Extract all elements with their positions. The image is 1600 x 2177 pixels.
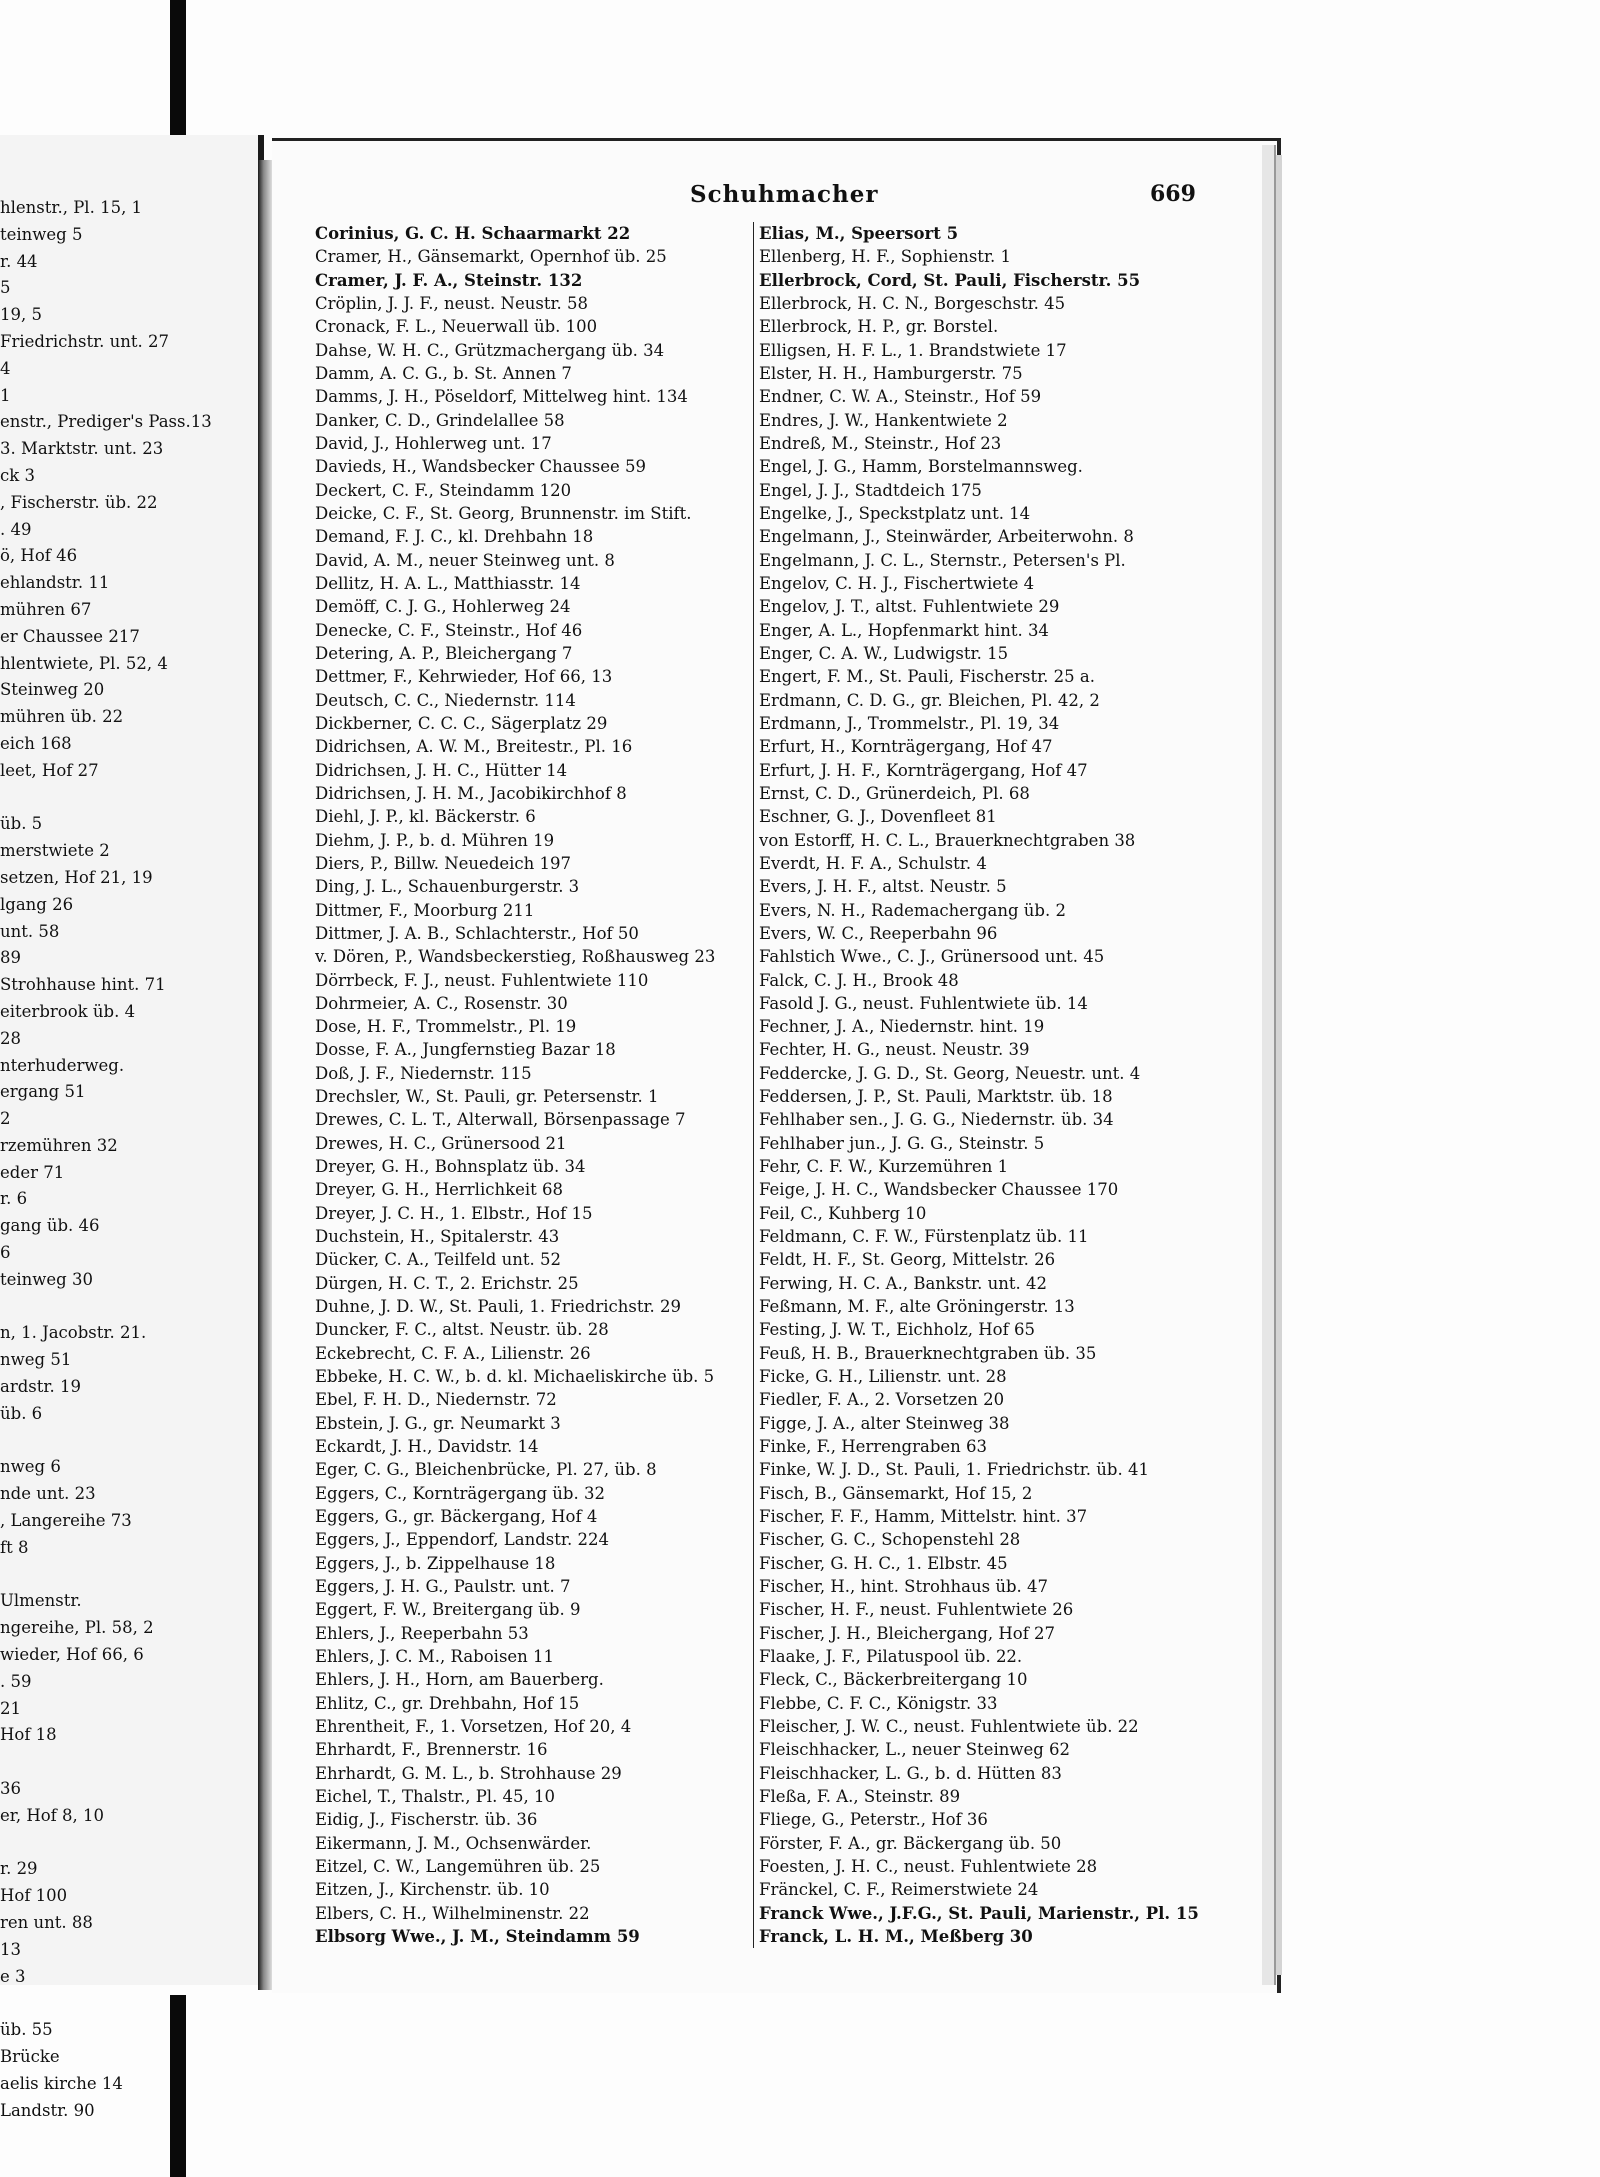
directory-entry: Eitzel, C. W., Langemühren üb. 25 [315,1856,601,1876]
book-spine [258,160,272,1990]
left-page-line: rzemühren 32 [0,1135,118,1155]
directory-entry: Dettmer, F., Kehrwieder, Hof 66, 13 [315,667,613,687]
gutter-bar-top [170,0,186,152]
directory-entry: Feldmann, C. F. W., Fürstenplatz üb. 11 [759,1227,1089,1247]
directory-entry: Detering, A. P., Bleichergang 7 [315,643,573,663]
directory-entry: Cramer, J. F. A., Steinstr. 132 [315,270,583,290]
left-page-line: 13 [0,1939,21,1959]
left-page-line: 1 [0,385,11,405]
left-page-line: Friedrichstr. unt. 27 [0,331,170,351]
directory-entry: Fleck, C., Bäckerbreitergang 10 [759,1670,1028,1690]
left-page-line: eder 71 [0,1162,65,1182]
left-page-text [0,195,255,2124]
directory-entry: Ehrentheit, F., 1. Vorsetzen, Hof 20, 4 [315,1717,632,1736]
directory-entry: Fliege, G., Peterstr., Hof 36 [759,1810,988,1830]
directory-entry: Ehlers, J. C. M., Raboisen 11 [315,1647,555,1667]
directory-entry: Ehrhardt, F., Brennerstr. 16 [315,1740,548,1760]
left-page-line: Landstr. 90 [0,2100,95,2120]
directory-entry: Fisch, B., Gänsemarkt, Hof 15, 2 [759,1483,1033,1503]
directory-entry: Elligsen, H. F. L., 1. Brandstwiete 17 [759,340,1067,360]
left-page-line: 3. Marktstr. unt. 23 [0,439,164,459]
directory-entry: Davieds, H., Wandsbecker Chaussee 59 [315,457,646,477]
left-page-line: mühren 67 [0,599,92,619]
directory-entry: Flebbe, C. F. C., Königstr. 33 [759,1693,998,1713]
directory-entry: Elbers, C. H., Wilhelminenstr. 22 [315,1903,590,1923]
directory-entry: Eggers, G., gr. Bäckergang, Hof 4 [315,1507,598,1527]
directory-entry: Endner, C. W. A., Steinstr., Hof 59 [759,387,1042,407]
directory-entry: Fehlhaber jun., J. G. G., Steinstr. 5 [759,1133,1045,1153]
directory-entry: Ernst, C. D., Grünerdeich, Pl. 68 [759,783,1030,803]
directory-entry: Fischer, G. H. C., 1. Elbstr. 45 [759,1553,1008,1573]
left-page-line: 6 [0,1243,11,1263]
left-page-line: . 49 [0,519,32,539]
directory-entry: Damm, A. C. G., b. St. Annen 7 [315,363,572,383]
directory-entry: Eger, C. G., Bleichenbrücke, Pl. 27, üb. 8 [315,1460,657,1480]
left-page-line: leet, Hof 27 [0,760,99,780]
directory-entry: Elster, H. H., Hamburgerstr. 75 [759,363,1023,383]
directory-entry: Dreyer, G. H., Bohnsplatz üb. 34 [315,1157,586,1177]
left-page-line [0,785,255,812]
directory-entry: Elias, M., Speersort 5 [759,224,959,243]
directory-entry: Eckebrecht, C. F. A., Lilienstr. 26 [315,1343,591,1363]
directory-entry: Ebstein, J. G., gr. Neumarkt 3 [315,1413,561,1433]
left-page-line: 2 [0,1109,11,1129]
left-page-line: nweg 6 [0,1457,61,1477]
directory-entry: Evers, N. H., Rademachergang üb. 2 [759,900,1066,920]
directory-entry: Festing, J. W. T., Eichholz, Hof 65 [759,1320,1035,1340]
directory-entry: Fischer, H. F., neust. Fuhlentwiete 26 [759,1600,1074,1620]
directory-entry: Dürgen, H. C. T., 2. Erichstr. 25 [315,1273,579,1293]
directory-entry: Drewes, C. L. T., Alterwall, Börsenpassage 7 [315,1110,686,1130]
left-page-line: hlentwiete, Pl. 52, 4 [0,653,168,673]
directory-entry: Ferwing, H. C. A., Bankstr. unt. 42 [759,1273,1047,1293]
left-page [0,135,264,2120]
left-page-line: , Fischerstr. üb. 22 [0,492,158,512]
left-page-line: eich 168 [0,733,72,753]
directory-entry: Everdt, H. F. A., Schulstr. 4 [759,853,987,873]
directory-entry: Demand, F. J. C., kl. Drehbahn 18 [315,527,594,547]
directory-entry: Diehl, J. P., kl. Bäckerstr. 6 [315,807,536,827]
directory-entry: Erfurt, H., Kornträgergang, Hof 47 [759,737,1053,757]
directory-entry: Fasold J. G., neust. Fuhlentwiete üb. 14 [759,993,1088,1013]
directory-entry: Dohrmeier, A. C., Rosenstr. 30 [315,993,568,1013]
directory-entry: Engert, F. M., St. Pauli, Fischerstr. 25 a. [759,667,1095,687]
directory-entry: Ehrhardt, G. M. L., b. Strohhause 29 [315,1763,622,1783]
left-page-line: Steinweg 20 [0,680,105,700]
directory-entry: Engelmann, J., Steinwärder, Arbeiterwohn. 8 [759,527,1134,547]
directory-entry: Evers, W. C., Reeperbahn 96 [759,923,998,943]
directory-entry: Ehlitz, C., gr. Drehbahn, Hof 15 [315,1693,580,1713]
directory-entry: Enger, A. L., Hopfenmarkt hint. 34 [759,620,1049,640]
directory-entry: Eggers, J., Eppendorf, Landstr. 224 [315,1530,609,1550]
left-page-line: ft 8 [0,1537,29,1557]
directory-entry: Eckardt, J. H., Davidstr. 14 [315,1437,539,1457]
directory-entry: Franck Wwe., J.F.G., St. Pauli, Marienstr., Pl. 15 [759,1903,1199,1923]
directory-entry: Dittmer, F., Moorburg 211 [315,900,535,920]
directory-entry: Ellerbrock, H. C. N., Borgeschstr. 45 [759,293,1066,313]
directory-entry: Förster, F. A., gr. Bäckergang üb. 50 [759,1833,1062,1853]
directory-entry: Duhne, J. D. W., St. Pauli, 1. Friedrichstr. 29 [315,1297,682,1317]
left-page-line: eiterbrook üb. 4 [0,1001,136,1021]
directory-entry: Eggers, J., b. Zippelhause 18 [315,1553,556,1573]
left-page-line: mühren üb. 22 [0,707,124,727]
directory-entry: Deicke, C. F., St. Georg, Brunnenstr. im Stift. [315,503,692,523]
directory-entry: Fahlstich Wwe., C. J., Grünersood unt. 45 [759,947,1105,967]
directory-entry: Ehlers, J. H., Horn, am Bauerberg. [315,1670,604,1690]
left-page-line: nweg 51 [0,1350,72,1370]
directory-entry: Dahse, W. H. C., Grützmachergang üb. 34 [315,340,665,360]
directory-entry: Damms, J. H., Pöseldorf, Mittelweg hint. 134 [315,387,688,407]
left-page-line: teinweg 5 [0,224,83,244]
left-page-line: n, 1. Jacobstr. 21. [0,1323,147,1343]
left-page-line: gang üb. 46 [0,1216,100,1236]
directory-entry: Elbsorg Wwe., J. M., Steindamm 59 [315,1926,640,1946]
left-page-line: merstwiete 2 [0,841,110,861]
directory-entry: Danker, C. D., Grindelallee 58 [315,410,565,430]
directory-entry: Engel, J. J., Stadtdeich 175 [759,480,982,500]
directory-entry: Corinius, G. C. H. Schaarmarkt 22 [315,224,631,243]
directory-entry: Engelmann, J. C. L., Sternstr., Petersen's Pl. [759,550,1126,570]
left-page-line: nde unt. 23 [0,1484,96,1504]
directory-entry: Fechter, H. G., neust. Neustr. 39 [759,1040,1030,1060]
directory-entry: Feuß, H. B., Brauerknechtgraben üb. 35 [759,1343,1097,1363]
left-page-line: Hof 100 [0,1886,68,1906]
left-page-line: ck 3 [0,465,35,485]
page-title: Schuhmacher [690,181,879,208]
directory-entry: Fischer, F. F., Hamm, Mittelstr. hint. 37 [759,1507,1088,1527]
left-page-line: 21 [0,1698,21,1718]
directory-entry: Dose, H. F., Trommelstr., Pl. 19 [315,1017,577,1037]
directory-entry: Demöff, C. J. G., Hohlerweg 24 [315,597,571,617]
directory-entry: Ellerbrock, Cord, St. Pauli, Fischerstr. 55 [759,270,1141,290]
left-page-line: unt. 58 [0,921,60,941]
left-page-line: nterhuderweg. [0,1055,125,1075]
directory-entry: Erdmann, C. D. G., gr. Bleichen, Pl. 42, 2 [759,690,1100,710]
directory-entry: Fleischhacker, L., neuer Steinweg 62 [759,1740,1071,1760]
directory-entry: Deckert, C. F., Steindamm 120 [315,480,572,500]
directory-entry: David, J., Hohlerweg unt. 17 [315,433,552,453]
directory-entry: Eggert, F. W., Breitergang üb. 9 [315,1600,581,1620]
left-page-line [0,1990,255,2017]
directory-entry: Eidig, J., Fischerstr. üb. 36 [315,1810,538,1830]
directory-entry: Ding, J. L., Schauenburgerstr. 3 [315,877,580,897]
directory-entry: Feddercke, J. G. D., St. Georg, Neuestr. unt. 4 [759,1063,1141,1083]
left-page-line [0,1830,255,1857]
directory-entry: Engel, J. G., Hamm, Borstelmannsweg. [759,457,1083,477]
page-number: 669 [1150,181,1196,207]
left-page-line: enstr., Prediger's Pass.13 [0,412,212,432]
left-page-line: Brücke [0,2046,60,2066]
left-page-line: lgang 26 [0,894,74,914]
directory-entry: Feige, J. H. C., Wandsbecker Chaussee 170 [759,1180,1119,1200]
directory-column-left [315,222,755,1948]
directory-entry: Endres, J. W., Hankentwiete 2 [759,410,1008,430]
directory-entry: Ebel, F. H. D., Niedernstr. 72 [315,1390,557,1410]
directory-entry: Ebbeke, H. C. W., b. d. kl. Michaeliskirche üb. 5 [315,1367,715,1387]
directory-entry: Dreyer, G. H., Herrlichkeit 68 [315,1180,563,1200]
left-page-line: Hof 18 [0,1725,57,1745]
left-page-line [0,1294,255,1321]
directory-column-right [753,222,1229,1948]
left-page-line: ardstr. 19 [0,1377,81,1397]
left-page-line: . 59 [0,1671,32,1691]
directory-entry: Fleßa, F. A., Steinstr. 89 [759,1786,961,1806]
left-page-line: 19, 5 [0,305,42,325]
directory-entry: Fischer, H., hint. Strohhaus üb. 47 [759,1577,1049,1597]
directory-entry: Ellerbrock, H. P., gr. Borstel. [759,317,999,337]
directory-entry: Erfurt, J. H. F., Kornträgergang, Hof 47 [759,760,1088,780]
left-page-line: er, Hof 8, 10 [0,1805,104,1825]
directory-entry: Falck, C. J. H., Brook 48 [759,970,959,990]
left-page-line: teinweg 30 [0,1269,93,1289]
directory-entry: Didrichsen, A. W. M., Breitestr., Pl. 16 [315,737,633,757]
left-page-line: r. 6 [0,1189,28,1209]
directory-entry: Dellitz, H. A. L., Matthiasstr. 14 [315,573,581,593]
left-page-line: aelis kirche 14 [0,2073,123,2093]
directory-entry: Feldt, H. F., St. Georg, Mittelstr. 26 [759,1250,1056,1270]
directory-entry: Denecke, C. F., Steinstr., Hof 46 [315,620,583,640]
directory-entry: Cröplin, J. J. F., neust. Neustr. 58 [315,293,589,313]
directory-entry: Finke, F., Herrengraben 63 [759,1437,988,1457]
directory-entry: Flaake, J. F., Pilatuspool üb. 22. [759,1647,1023,1667]
left-page-line: wieder, Hof 66, 6 [0,1645,144,1665]
directory-entry: Eschner, G. J., Dovenfleet 81 [759,807,997,827]
left-page-line: Ulmenstr. [0,1591,82,1611]
left-page-line: Strohhause hint. 71 [0,975,166,995]
page-edge [1262,145,1276,1985]
left-page-line: ehlandstr. 11 [0,573,110,593]
directory-entry: Dreyer, J. C. H., 1. Elbstr., Hof 15 [315,1203,593,1223]
directory-entry: Fränckel, C. F., Reimerstwiete 24 [759,1880,1039,1900]
left-page-line: e 3 [0,1966,26,1986]
directory-entry: Figge, J. A., alter Steinweg 38 [759,1413,1010,1433]
left-page-line: 28 [0,1028,21,1048]
directory-entry: Dörrbeck, F. J., neust. Fuhlentwiete 110 [315,970,649,990]
left-page-line: ren unt. 88 [0,1913,93,1932]
directory-entry: Eikermann, J. M., Ochsenwärder. [315,1833,592,1853]
directory-entry: Eggers, J. H. G., Paulstr. unt. 7 [315,1577,571,1597]
left-page-line: r. 44 [0,251,38,271]
left-page-line: 4 [0,358,11,378]
directory-entry: Drechsler, W., St. Pauli, gr. Petersenstr. 1 [315,1087,659,1107]
directory-entry: Fleischer, J. W. C., neust. Fuhlentwiete üb. 22 [759,1717,1139,1736]
left-page-line: hlenstr., Pl. 15, 1 [0,198,143,217]
directory-entry: v. Dören, P., Wandsbeckerstieg, Roßhausweg 23 [315,947,716,967]
left-page-line [0,1749,255,1776]
directory-entry: Finke, W. J. D., St. Pauli, 1. Friedrichstr. üb. 41 [759,1460,1149,1480]
left-page-line: setzen, Hof 21, 19 [0,867,153,887]
directory-entry: Eggers, C., Kornträgergang üb. 32 [315,1483,605,1503]
directory-entry: Evers, J. H. F., altst. Neustr. 5 [759,877,1007,897]
directory-entry: Doß, J. F., Niedernstr. 115 [315,1063,532,1083]
directory-entry: Ellenberg, H. F., Sophienstr. 1 [759,247,1012,267]
directory-entry: Deutsch, C. C., Niedernstr. 114 [315,690,576,710]
directory-entry: Fehr, C. F. W., Kurzemühren 1 [759,1157,1009,1177]
directory-entry: David, A. M., neuer Steinweg unt. 8 [315,550,615,570]
left-page-line: üb. 5 [0,814,43,834]
left-page-line [0,1562,255,1589]
directory-entry: Cronack, F. L., Neuerwall üb. 100 [315,317,598,337]
left-page-line: 36 [0,1779,21,1799]
directory-entry: Endreß, M., Steinstr., Hof 23 [759,433,1002,453]
directory-entry: Ficke, G. H., Lilienstr. unt. 28 [759,1367,1007,1387]
directory-entry: Fischer, J. H., Bleichergang, Hof 27 [759,1623,1056,1643]
left-page-line: ö, Hof 46 [0,546,78,566]
directory-entry: Dosse, F. A., Jungfernstieg Bazar 18 [315,1040,616,1060]
left-page-line: 89 [0,948,21,968]
left-page-line: üb. 55 [0,2020,53,2040]
page-edge-inner [1276,155,1282,1975]
directory-entry: Foesten, J. H. C., neust. Fuhlentwiete 28 [759,1856,1098,1876]
directory-entry: Feßmann, M. F., alte Gröningerstr. 13 [759,1297,1075,1317]
directory-entry: Diehm, J. P., b. d. Mühren 19 [315,830,555,850]
directory-entry: Engelov, J. T., altst. Fuhlentwiete 29 [759,597,1060,617]
directory-entry: Eichel, T., Thalstr., Pl. 45, 10 [315,1786,556,1806]
directory-entry: Dittmer, J. A. B., Schlachterstr., Hof 50 [315,923,639,943]
directory-entry: Ehlers, J., Reeperbahn 53 [315,1623,529,1643]
directory-entry: Enger, C. A. W., Ludwigstr. 15 [759,643,1009,663]
left-page-line: ngereihe, Pl. 58, 2 [0,1618,154,1638]
left-page-line: üb. 6 [0,1403,43,1423]
left-page-line: er Chaussee 217 [0,626,140,646]
left-page-line: ergang 51 [0,1082,86,1102]
directory-entry: Dücker, C. A., Teilfeld unt. 52 [315,1250,561,1270]
directory-entry: Didrichsen, J. H. M., Jacobikirchhof 8 [315,783,627,803]
directory-entry: Cramer, H., Gänsemarkt, Opernhof üb. 25 [315,247,667,267]
directory-entry: Diers, P., Billw. Neuedeich 197 [315,853,572,873]
directory-entry: Engelov, C. H. J., Fischertwiete 4 [759,573,1035,593]
directory-entry: Feil, C., Kuhberg 10 [759,1203,927,1223]
directory-entry: Eitzen, J., Kirchenstr. üb. 10 [315,1880,550,1900]
directory-entry: Feddersen, J. P., St. Pauli, Marktstr. üb. 18 [759,1087,1113,1107]
directory-entry: Engelke, J., Speckstplatz unt. 14 [759,503,1031,523]
directory-entry: Drewes, H. C., Grünersood 21 [315,1133,567,1153]
directory-entry: Franck, L. H. M., Meßberg 30 [759,1926,1033,1946]
directory-entry: Duncker, F. C., altst. Neustr. üb. 28 [315,1320,609,1340]
directory-entry: von Estorff, H. C. L., Brauerknechtgraben 38 [759,830,1136,850]
left-page-line: 5 [0,278,11,298]
left-page-line: r. 29 [0,1859,38,1879]
left-page-line [0,1428,255,1455]
directory-entry: Fehlhaber sen., J. G. G., Niedernstr. üb. 34 [759,1110,1114,1130]
directory-entry: Fechner, J. A., Niedernstr. hint. 19 [759,1017,1045,1037]
directory-entry: Dickberner, C. C. C., Sägerplatz 29 [315,713,608,733]
directory-entry: Fiedler, F. A., 2. Vorsetzen 20 [759,1390,1005,1410]
left-page-line: , Langereihe 73 [0,1511,132,1531]
directory-entry: Duchstein, H., Spitalerstr. 43 [315,1227,560,1247]
directory-entry: Erdmann, J., Trommelstr., Pl. 19, 34 [759,713,1060,733]
directory-entry: Fischer, G. C., Schopenstehl 28 [759,1530,1021,1550]
directory-entry: Didrichsen, J. H. C., Hütter 14 [315,760,568,780]
directory-entry: Fleischhacker, L. G., b. d. Hütten 83 [759,1763,1062,1783]
